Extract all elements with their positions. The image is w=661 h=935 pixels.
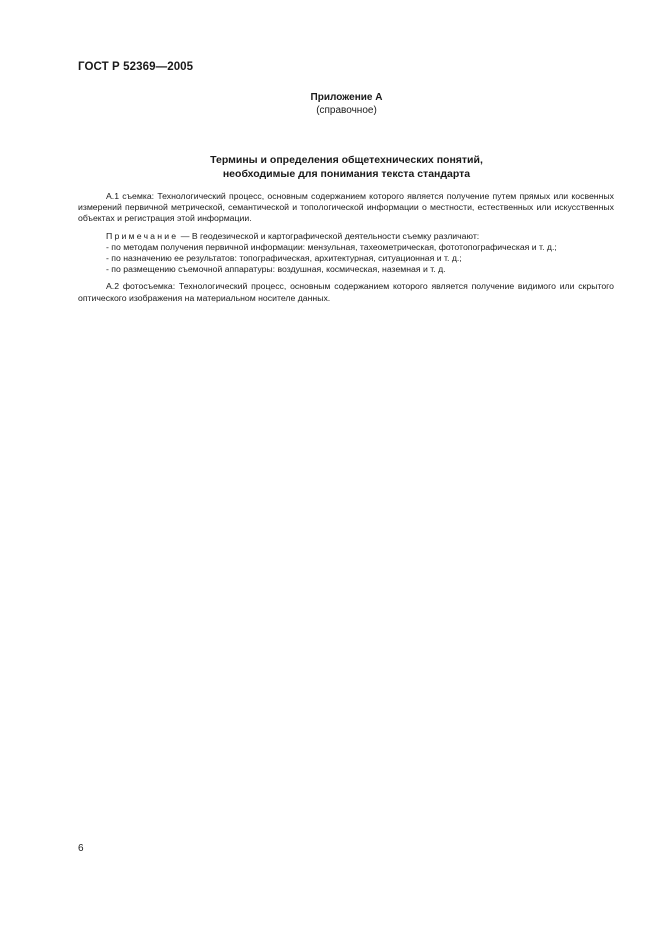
term-a2-number: А.2 — [106, 281, 120, 292]
term-a2-definition: Технологический процесс, основным содержанием которого является получение видимого или скрытого оптического изображения на материальном носителе данных. — [78, 281, 614, 303]
document-body — [78, 191, 614, 304]
term-a2-term: фотосъемка: — [122, 281, 176, 292]
term-a1 — [78, 191, 614, 225]
appendix-heading — [0, 91, 661, 117]
term-a1-term: съемка: — [122, 191, 155, 201]
section-title-line-2: необходимые для понимания текста стандарта — [222, 168, 471, 180]
page-number: 6 — [78, 843, 84, 854]
note — [78, 231, 614, 242]
appendix-title: Приложение А — [310, 92, 383, 103]
term-a1-number: А.1 — [106, 191, 120, 201]
note-item: - по размещению съемочной аппаратуры: воздушная, космическая, наземная и т. д. — [106, 264, 446, 275]
section-title-line-1: Термины и определения общетехнических понятий, — [210, 154, 483, 166]
term-a1-definition: Технологический процесс, основным содержанием которого является получение путем прямых или косвенных измерений первичной метрической, семантической и топологической информации о местности, естественных или искусственных объектах и регистрация этой информации. — [78, 191, 614, 224]
appendix-subtitle: (справочное) — [316, 105, 377, 116]
term-a2 — [78, 281, 614, 303]
note-item: - по назначению ее результатов: топографическая, архитектурная, ситуационная и т. д.; — [106, 253, 462, 264]
note-label: Примечание — [106, 230, 179, 241]
document-id: ГОСТ Р 52369—2005 — [78, 61, 194, 73]
note-item: - по методам получения первичной информации: мензульная, тахеометрическая, фототопографическая и т. д.; — [106, 241, 557, 252]
section-title — [0, 153, 661, 181]
note-intro: — В геодезической и картографической деятельности съемку различают: — [180, 230, 480, 241]
